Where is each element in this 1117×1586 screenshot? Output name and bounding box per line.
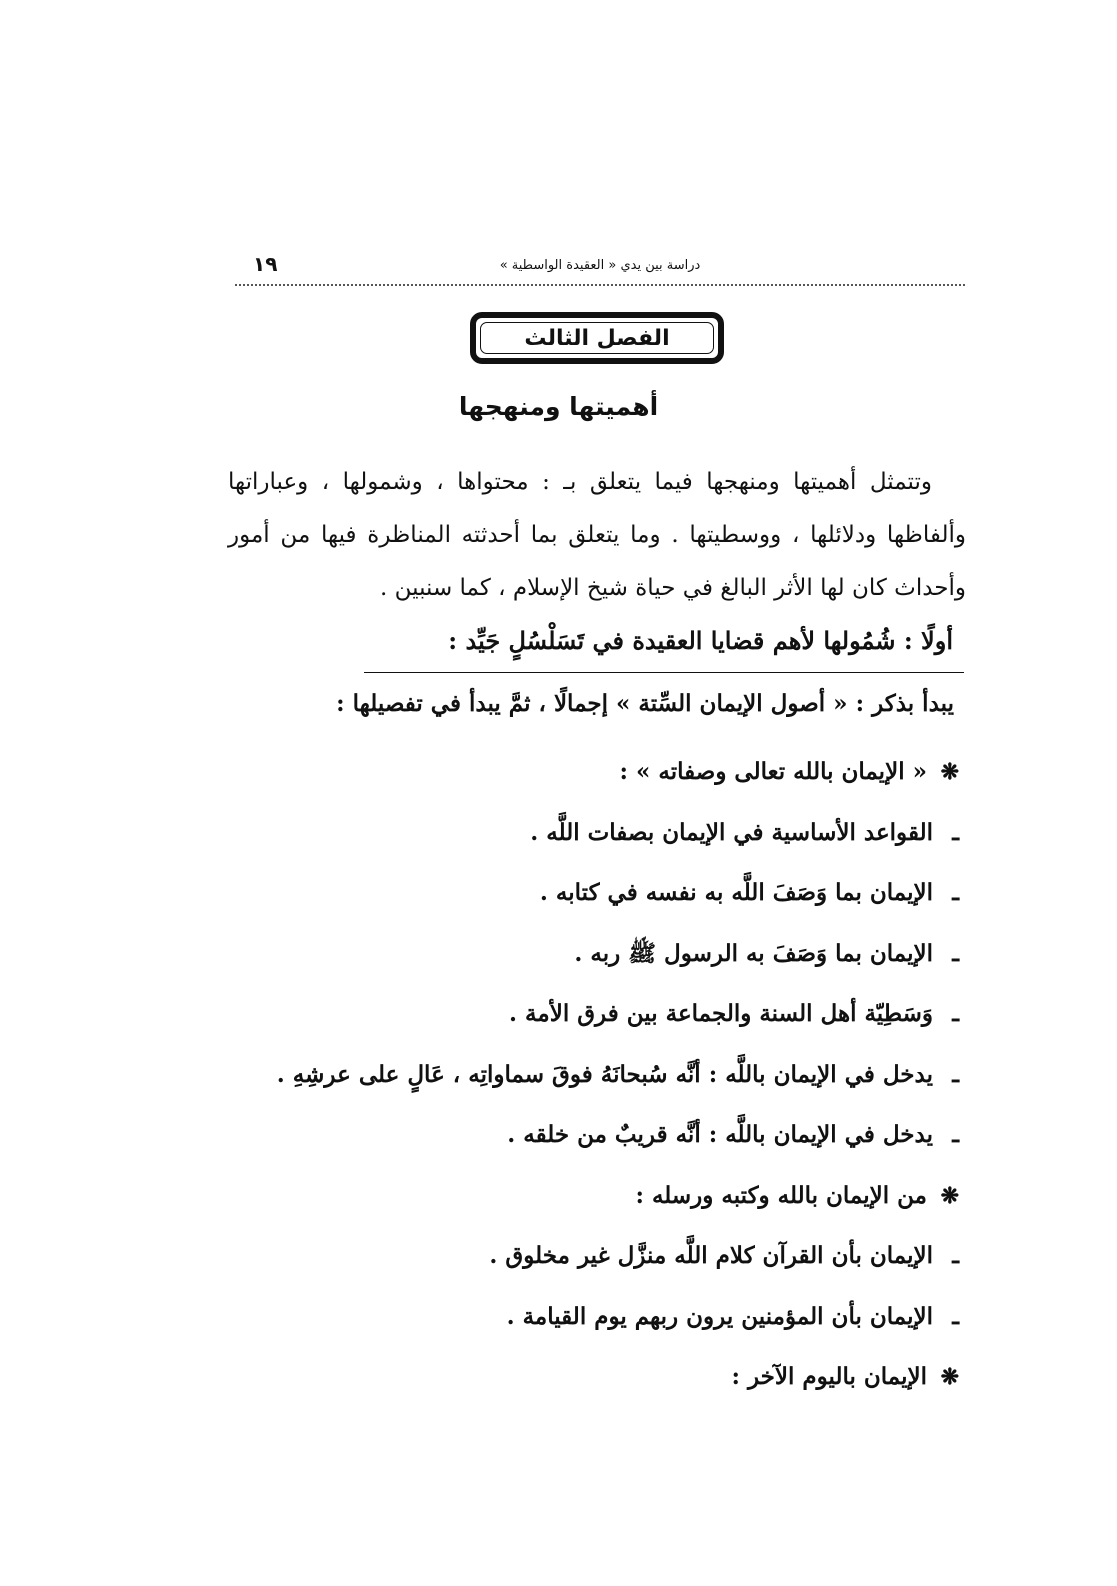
list-item bbox=[219, 873, 959, 934]
list-item-text: القواعد الأساسية في الإيمان بصفات اللَّه . bbox=[530, 818, 933, 846]
dash-marker: ـ bbox=[952, 1242, 959, 1269]
intro-paragraph: وتتمثل أهميتها ومنهجها فيما يتعلق بـ : محتواها ، وشمولها ، وعباراتها وألفاظها ودلائلها ، ووسطيتها . وما يتعلق بما أحدثته المناظرة فيها من أمور وأحداث كان لها الأثر البالغ في حياة شيخ الإسلام ، كما سنبين . bbox=[228, 469, 966, 601]
list-item-text: يدخل في الإيمان باللَّه : أنَّه قريبٌ من خلقه . bbox=[507, 1121, 933, 1148]
asterisk-icon: ❋ bbox=[940, 1364, 959, 1390]
list-item-text: من الإيمان بالله وكتبه ورسله : bbox=[635, 1181, 927, 1209]
chapter-title-box bbox=[470, 312, 724, 364]
dash-marker: ـ bbox=[952, 879, 959, 906]
page-number: ١٩ bbox=[253, 252, 278, 276]
list-intro-line: يبدأ بذكر : « أصول الإيمان السِّتة » إجمالًا ، ثمَّ يبدأ في تفصيلها : bbox=[336, 690, 954, 717]
list-item bbox=[219, 934, 959, 995]
dash-marker: ـ bbox=[952, 939, 959, 967]
list-item-text: الإيمان بما وَصَفَ به الرسول ﷺ ربه . bbox=[574, 939, 933, 967]
subheading-underline bbox=[364, 672, 964, 673]
list-item bbox=[219, 1115, 959, 1176]
list-item bbox=[219, 994, 959, 1055]
list-item-text: الإيمان بأن القرآن كلام اللَّه منزَّل غير مخلوق . bbox=[489, 1242, 933, 1269]
list-item bbox=[219, 1236, 959, 1297]
list-item-text: الإيمان بما وَصَفَ اللَّه به نفسه في كتابه . bbox=[539, 879, 933, 906]
dash-marker: ـ bbox=[952, 1000, 959, 1027]
list-item bbox=[219, 813, 959, 874]
running-title: دراسة بين يدي « العقيدة الواسطية » bbox=[499, 258, 701, 273]
list-item bbox=[219, 1357, 959, 1418]
list-item bbox=[219, 1055, 959, 1116]
list-item-text: يدخل في الإيمان باللَّه : أنَّه سُبحانَهُ فوقَ سماواتِه ، عَالٍ على عرشِهِ . bbox=[276, 1060, 933, 1088]
asterisk-icon: ❋ bbox=[940, 1182, 959, 1209]
list-item-text: « الإيمان بالله تعالى وصفاته » : bbox=[619, 758, 927, 785]
dash-marker: ـ bbox=[952, 818, 959, 846]
running-header bbox=[235, 250, 965, 286]
list-item bbox=[219, 1176, 959, 1237]
topics-list bbox=[219, 752, 959, 1418]
list-item-text: الإيمان باليوم الآخر : bbox=[731, 1363, 927, 1390]
list-item bbox=[219, 1297, 959, 1358]
asterisk-icon: ❋ bbox=[940, 759, 959, 785]
dash-marker: ـ bbox=[952, 1302, 959, 1330]
list-item-text: الإيمان بأن المؤمنين يرون ربهم يوم القيامة . bbox=[506, 1302, 933, 1330]
list-item bbox=[219, 752, 959, 813]
subheading: أولًا : شُمُولها لأهم قضايا العقيدة في تَسَلْسُلٍ جَيِّد : bbox=[448, 626, 953, 655]
chapter-title: الفصل الثالث bbox=[524, 325, 670, 351]
dash-marker: ـ bbox=[952, 1060, 959, 1088]
dash-marker: ـ bbox=[952, 1121, 959, 1148]
section-title: أهميتها ومنهجها bbox=[458, 392, 659, 421]
list-item-text: وَسَطِيّة أهل السنة والجماعة بين فرق الأمة . bbox=[509, 1000, 933, 1027]
